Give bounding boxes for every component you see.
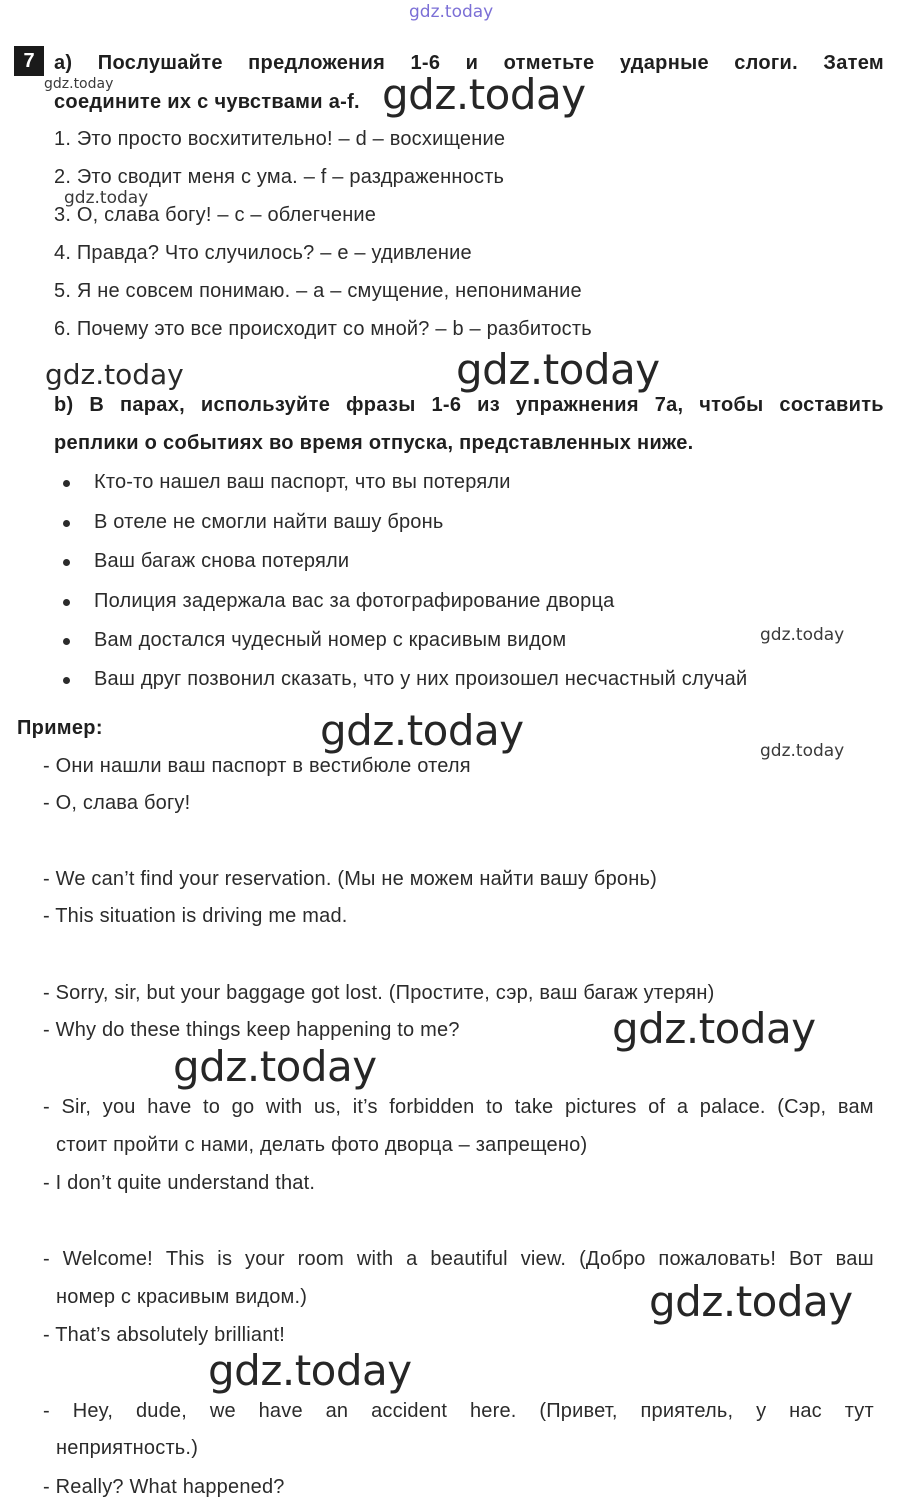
- dialogue-line: - Really? What happened?: [43, 1476, 285, 1498]
- watermark-large: gdz.today: [612, 1004, 816, 1053]
- word: an: [325, 1400, 349, 1422]
- word: accident: [371, 1400, 448, 1422]
- bullet-dot: [63, 520, 70, 527]
- word: фразы: [346, 394, 416, 416]
- dialogue-line: номер с красивым видом.): [56, 1286, 308, 1308]
- watermark-large: gdz.today: [320, 706, 524, 755]
- word: 1-6: [410, 52, 441, 74]
- word: beautiful: [430, 1248, 508, 1270]
- word: предложения: [248, 52, 386, 74]
- dialogue-line: - This situation is driving me mad.: [43, 905, 348, 927]
- word: palace.: [699, 1096, 766, 1118]
- word: -: [43, 1248, 50, 1270]
- part-b-heading-line1: [54, 394, 884, 417]
- word: В: [89, 394, 105, 416]
- bullet-dot: [63, 677, 70, 684]
- part-a-item: 1. Это просто восхитительно! – d – восхищение: [54, 128, 506, 150]
- word: -: [43, 1400, 50, 1422]
- part-a-item: 3. О, слава богу! – c – облегчение: [54, 204, 377, 226]
- dialogue-line: неприятность.): [56, 1437, 199, 1459]
- part-b-bullet-item: Ваш багаж снова потеряли: [94, 550, 350, 572]
- word: Welcome!: [62, 1248, 153, 1270]
- word: room: [297, 1248, 345, 1270]
- word: используйте: [200, 394, 331, 416]
- word: here.: [469, 1400, 517, 1422]
- watermark-large: gdz.today: [456, 345, 660, 394]
- word: приятель,: [640, 1400, 734, 1422]
- word: Hey,: [72, 1400, 114, 1422]
- word: we: [209, 1400, 236, 1422]
- word: (Привет,: [539, 1400, 618, 1422]
- word: из: [477, 394, 500, 416]
- word: парах,: [119, 394, 185, 416]
- watermark-large: gdz.today: [649, 1277, 853, 1326]
- watermark-large: gdz.today: [208, 1346, 412, 1395]
- word: take: [514, 1096, 554, 1118]
- word: of: [648, 1096, 666, 1118]
- dialogue-line-justified: [43, 1400, 874, 1423]
- watermark-small: gdz.today: [64, 188, 149, 208]
- part-a-item: 6. Почему это все происходит со мной? – b – разбитость: [54, 318, 592, 340]
- part-a-item: 2. Это сводит меня с ума. – f – раздраженность: [54, 166, 505, 188]
- word: и: [465, 52, 479, 74]
- dialogue-line: стоит пройти с нами, делать фото дворца – запрещено): [56, 1134, 588, 1156]
- dialogue-line-justified: [43, 1096, 874, 1119]
- word: Послушайте: [97, 52, 223, 74]
- bullet-dot: [63, 599, 70, 606]
- word: go: [231, 1096, 255, 1118]
- dialogue-line: - Why do these things keep happening to me?: [43, 1019, 460, 1041]
- part-a-item: 4. Правда? Что случилось? – e – удивление: [54, 242, 472, 264]
- example-label: Пример:: [17, 717, 103, 739]
- watermark-small: gdz.today: [760, 741, 845, 761]
- word: вам: [837, 1096, 874, 1118]
- word: 1-6: [431, 394, 462, 416]
- watermark-medium: gdz.today: [45, 358, 184, 391]
- part-b-heading-line2: реплики о событиях во время отпуска, представленных ниже.: [54, 432, 694, 454]
- dialogue-line: - I don’t quite understand that.: [43, 1172, 316, 1194]
- word: forbidden: [389, 1096, 475, 1118]
- word: pictures: [564, 1096, 637, 1118]
- dialogue-line: - We can’t find your reservation. (Мы не можем найти вашу бронь): [43, 868, 657, 890]
- part-a-item: 5. Я не совсем понимаю. – a – смущение, непонимание: [54, 280, 582, 302]
- word: view.: [520, 1248, 567, 1270]
- watermark-large: gdz.today: [382, 70, 586, 119]
- word: a): [54, 52, 73, 74]
- word: with: [356, 1248, 394, 1270]
- word: ваш: [835, 1248, 874, 1270]
- watermark-small: gdz.today: [760, 625, 845, 645]
- word: with: [265, 1096, 303, 1118]
- word: a: [676, 1096, 689, 1118]
- word: you: [102, 1096, 136, 1118]
- bullet-dot: [63, 559, 70, 566]
- part-b-bullet-item: В отеле не смогли найти вашу бронь: [94, 511, 444, 533]
- word: your: [245, 1248, 285, 1270]
- word: b): [54, 394, 74, 416]
- word: a: [406, 1248, 418, 1270]
- word: This: [165, 1248, 205, 1270]
- word: (Добро: [579, 1248, 646, 1270]
- dialogue-line: - That’s absolutely brilliant!: [43, 1324, 286, 1346]
- word: 7а,: [654, 394, 684, 416]
- word: ударные: [619, 52, 709, 74]
- part-b-bullet-item: Вам достался чудесный номер с красивым видом: [94, 629, 567, 651]
- word: Затем: [823, 52, 884, 74]
- word: нас: [789, 1400, 822, 1422]
- word: упражнения: [515, 394, 639, 416]
- word: тут: [844, 1400, 874, 1422]
- word: us,: [313, 1096, 342, 1118]
- word: Sir,: [61, 1096, 92, 1118]
- part-a-heading-line2: соедините их с чувствами a-f.: [54, 91, 360, 113]
- dialogue-line-justified: [43, 1248, 874, 1271]
- word: it’s: [352, 1096, 378, 1118]
- word: have: [258, 1400, 303, 1422]
- word: dude,: [135, 1400, 188, 1422]
- word: пожаловать!: [658, 1248, 777, 1270]
- watermark-tiny: gdz.today: [44, 76, 114, 92]
- part-b-bullet-item: Полиция задержала вас за фотографирование дворца: [94, 590, 615, 612]
- word: (Сэр,: [777, 1096, 827, 1118]
- exercise-number-badge: 7: [14, 46, 44, 76]
- part-b-bullet-item: Кто-то нашел ваш паспорт, что вы потеряли: [94, 471, 511, 493]
- watermark-top: gdz.today: [409, 2, 494, 22]
- bullet-dot: [63, 638, 70, 645]
- example-line: - Они нашли ваш паспорт в вестибюле отеля: [43, 755, 471, 777]
- word: is: [217, 1248, 233, 1270]
- word: отметьте: [503, 52, 595, 74]
- word: у: [756, 1400, 767, 1422]
- example-line: - О, слава богу!: [43, 792, 191, 814]
- word: -: [43, 1096, 50, 1118]
- word: составить: [779, 394, 884, 416]
- word: to: [202, 1096, 221, 1118]
- word: have: [147, 1096, 192, 1118]
- word: слоги.: [734, 52, 799, 74]
- bullet-dot: [63, 480, 70, 487]
- dialogue-line: - Sorry, sir, but your baggage got lost. (Простите, сэр, ваш багаж утерян): [43, 982, 715, 1004]
- watermark-large: gdz.today: [173, 1042, 377, 1091]
- word: чтобы: [699, 394, 764, 416]
- word: Вот: [788, 1248, 823, 1270]
- part-b-bullet-item: Ваш друг позвонил сказать, что у них произошел несчастный случай: [94, 668, 748, 690]
- word: to: [486, 1096, 504, 1118]
